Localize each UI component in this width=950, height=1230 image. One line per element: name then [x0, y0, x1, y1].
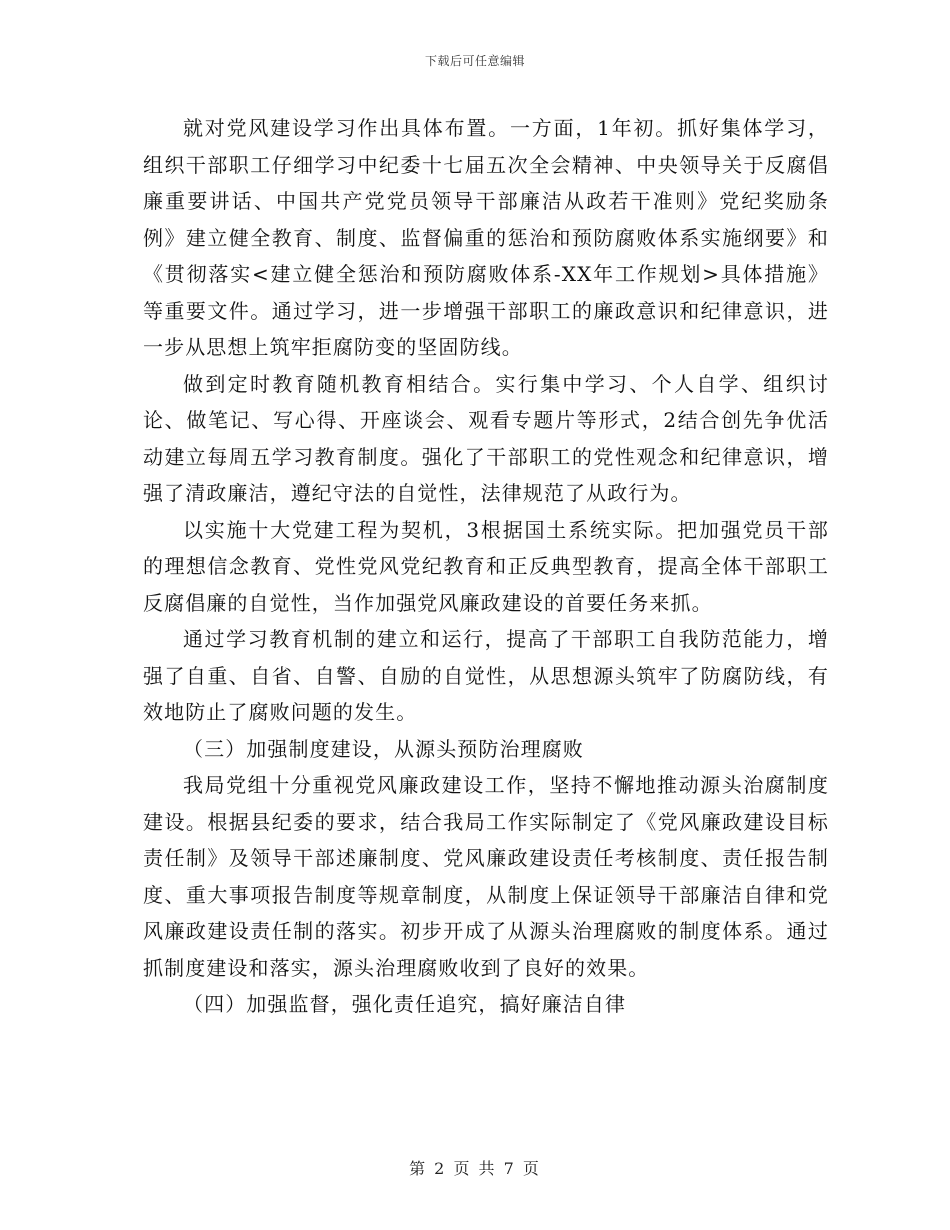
paragraph-system-construction: 我局党组十分重视党风廉政建设工作，坚持不懈地推动源头治腐制度建设。根据县纪委的要求，结合我局工作实际制定了《党风廉政建设目标责任制》及领导干部述廉制度、党风廉政建设责任考核制度、责任报告制度、重大事项报告制度等规章制度，从制度上保证领导干部廉洁自律和党风廉政建设责任制的落实。初步开成了从源头治理腐败的制度体系。通过抓制度建设和落实，源头治理腐败收到了良好的效果。 — [143, 773, 829, 980]
page-header-note: 下载后可任意编辑 — [424, 54, 525, 68]
page-number-footer: 第 2 页 共 7 页 — [409, 1159, 541, 1178]
paragraph-study-arrangement: 就对党风建设学习作出具体布置。一方面，1年初。抓好集体学习，组织干部职工仔细学习中纪委十七届五次全会精神、中央领导关于反腐倡廉重要讲话、中国共产党党员领导干部廉洁从政若干准则》党纪奖励条例》建立健全教育、制度、监督偏重的惩治和预防腐败体系实施纲要》和《贯彻落实<建立健全惩治和预防腐败体系-XX年工作规划>具体措施》等重要文件。通过学习，进一步增强干部职工的廉政意识和纪律意识，进一步从思想上筑牢拒腐防变的坚固防线。 — [143, 116, 829, 359]
paragraph-education-mechanism: 通过学习教育机制的建立和运行，提高了干部职工自我防范能力，增强了自重、自省、自警、自励的自觉性，从思想源头筑牢了防腐防线，有效地防止了腐败问题的发生。 — [143, 627, 829, 724]
paragraph-party-building-project: 以实施十大党建工程为契机，3根据国土系统实际。把加强党员干部的理想信念教育、党性党风党纪教育和正反典型教育，提高全体干部职工反腐倡廉的自觉性，当作加强党风廉政建设的首要任务来抓。 — [143, 517, 829, 615]
paragraph-education-combination: 做到定时教育随机教育相结合。实行集中学习、个人自学、组织讨论、做笔记、写心得、开座谈会、观看专题片等形式，2结合创先争优活动建立每周五学习教育制度。强化了干部职工的党性观念和纪律意识，增强了清政廉洁，遵纪守法的自觉性，法律规范了从政行为。 — [143, 371, 829, 505]
document-body — [143, 110, 829, 1023]
section-heading-4: （四）加强监督，强化责任追究，搞好廉洁自律 — [183, 992, 627, 1016]
section-heading-3: （三）加强制度建设，从源头预防治理腐败 — [183, 736, 584, 761]
